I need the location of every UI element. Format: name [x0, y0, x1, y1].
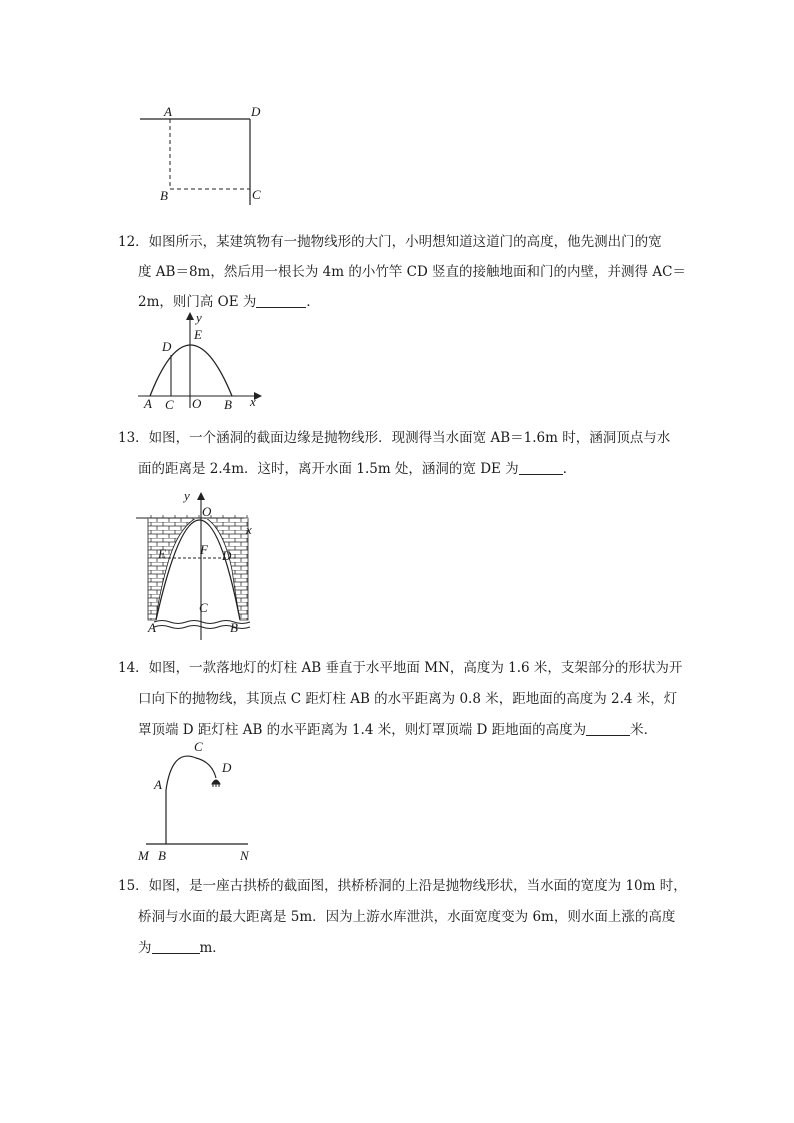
label-b: B [160, 188, 168, 203]
q13-line-2 [138, 457, 576, 477]
q15-line-3-end: m． [199, 940, 226, 956]
q15-line-2: 桥洞与水面的最大距离是 5m．因为上游水库泄洪，水面宽度变为 6m，则水面上涨的高度 [138, 909, 676, 925]
label-m: M [138, 848, 149, 863]
label-n: N [240, 848, 249, 863]
figure-q11-rectangle [140, 105, 265, 210]
label-d: D [222, 548, 232, 563]
label-y: y [184, 488, 190, 503]
q15-line-1: 15．如图，是一座古拱桥的截面图，拱桥桥洞的上沿是抛物线形状，当水面的宽度为 10m 时， [118, 878, 687, 894]
q14-answer-blank[interactable] [586, 721, 630, 736]
label-d: D [222, 760, 232, 775]
y-axis-arrow-icon [186, 312, 194, 320]
q12-line-3-end: ． [306, 294, 320, 310]
label-c: C [194, 739, 203, 754]
q14-line-3 [138, 718, 657, 738]
label-a: A [164, 104, 172, 119]
label-b: B [230, 620, 238, 635]
label-o: O [202, 504, 212, 519]
label-c: C [252, 187, 261, 202]
q13-answer-blank[interactable] [519, 460, 563, 475]
label-e: E [158, 546, 166, 561]
label-e: E [194, 327, 202, 342]
figure-q13-culvert [136, 490, 266, 640]
label-o: O [192, 396, 202, 411]
q15-answer-blank[interactable] [152, 939, 200, 954]
label-a: A [148, 620, 156, 635]
q12-line-2: 度 AB＝8m，然后用一根长为 4m 的小竹竿 CD 竖直的接触地面和门的内壁，并测得 AC＝ [138, 264, 686, 280]
label-a: A [144, 396, 152, 411]
q15-line-3-text: 为 [138, 940, 152, 956]
q14-line-3-end: 米． [630, 722, 658, 738]
label-c: C [165, 397, 174, 412]
label-d: D [162, 339, 172, 354]
label-f: F [200, 542, 208, 557]
q12-line-3-text: 2m，则门高 OE 为 [138, 294, 257, 310]
q14-line-3-text: 罩顶端 D 距灯柱 AB 的水平距离为 1.4 米，则灯罩顶端 D 距地面的高度为 [138, 722, 587, 738]
q12-line-1: 12．如图所示，某建筑物有一抛物线形的大门，小明想知道这道门的高度，他先测出门的宽 [118, 234, 662, 250]
q12-line-3 [138, 290, 320, 310]
q13-line-2-text: 面的距离是 2.4m．这时，离开水面 1.5m 处，涵洞的宽 DE 为 [138, 461, 519, 477]
label-d: D [251, 104, 261, 119]
label-a: A [154, 777, 162, 792]
label-c: C [199, 600, 208, 615]
label-x: x [246, 522, 252, 537]
figure-q12-parabola-gate [138, 312, 268, 412]
q15-line-3 [138, 936, 226, 956]
label-b: B [224, 397, 232, 412]
q14-line-1: 14．如图，一款落地灯的灯柱 AB 垂直于水平地面 MN，高度为 1.6 米，支架部分的形状为开 [118, 660, 683, 676]
q13-line-2-end: ． [562, 461, 577, 477]
q14-line-2: 口向下的抛物线，其顶点 C 距灯柱 AB 的水平距离为 0.8 米，距地面的高度为 2.4 米，灯 [138, 691, 678, 707]
lamp-shade-icon [212, 780, 220, 784]
label-x: x [250, 394, 256, 409]
y-axis-arrow-icon [197, 492, 205, 500]
label-b: B [158, 848, 166, 863]
q13-line-1: 13．如图，一个涵洞的截面边缘是抛物线形．现测得当水面宽 AB＝1.6m 时，涵洞顶点与水 [118, 430, 671, 446]
q12-answer-blank[interactable] [256, 293, 306, 308]
label-y: y [196, 310, 202, 325]
figure-q14-floor-lamp [136, 738, 266, 866]
